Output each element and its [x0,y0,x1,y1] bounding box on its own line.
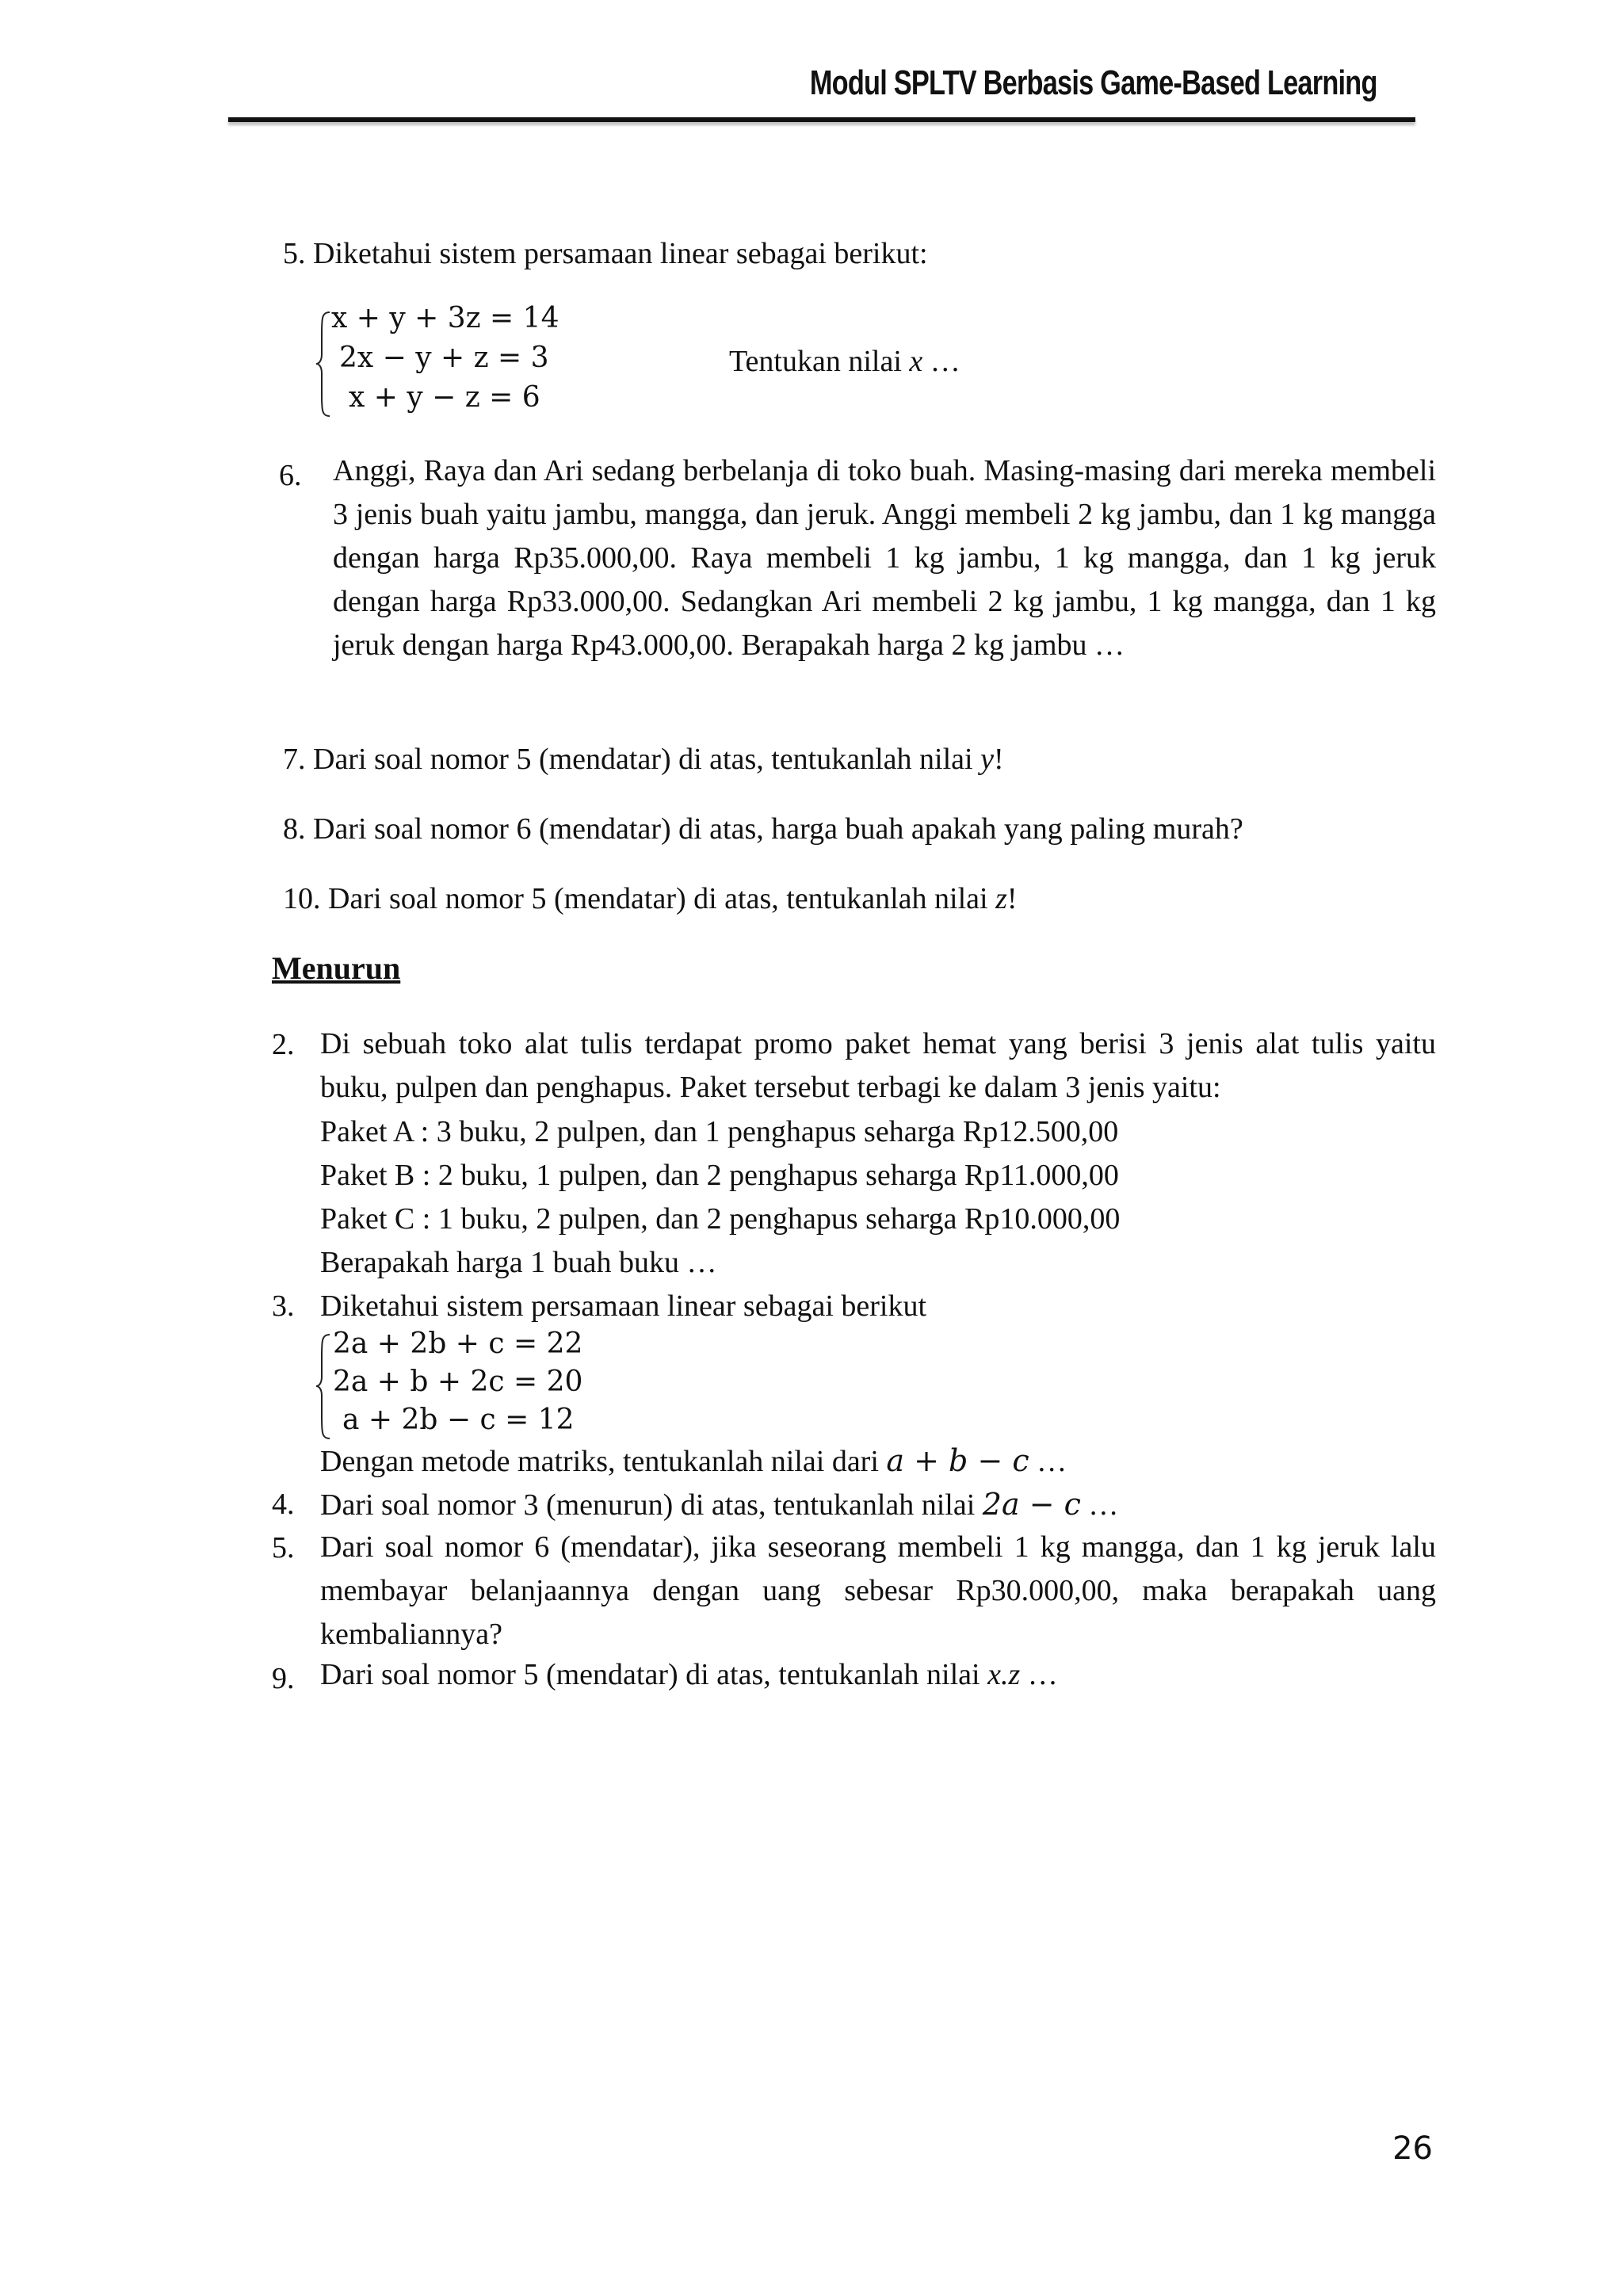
q10-var: z [995,882,1007,915]
menurun-q9-number: 9. [272,1662,295,1695]
q10-text: 10. Dari soal nomor 5 (mendatar) di atas, tentukanlah nilai [283,882,988,915]
menurun-q2-paket-a: Paket A : 3 buku, 2 pulpen, dan 1 penghapus seharga Rp12.500,00 [320,1115,1119,1148]
mendatar-q5-eq3: x + y − z = 6 [349,381,540,414]
mendatar-q6-text: Anggi, Raya dan Ari sedang berbelanja di toko buah. Masing-masing dari mereka membeli 3 jenis buah yaitu jambu, mangga, dan jeruk. Anggi membeli 2 kg jambu, dan 1 kg mangga dengan harga Rp35.000,00. Raya membeli 1 kg jambu, 1 kg mangga, dan 1 kg jeruk dengan harga Rp33.000,00. Sedangkan Ari membeli 2 kg jambu, 1 kg mangga, dan 1 kg jeruk dengan harga Rp43.000,00. Berapakah harga 2 kg jambu … [333,454,1436,662]
menurun-q3-eq3: a + 2b − c = 12 [342,1404,575,1436]
mendatar-q5-instruction [729,339,960,384]
menurun-q2-paket-b: Paket B : 2 buku, 1 pulpen, dan 2 penghapus seharga Rp11.000,00 [320,1159,1119,1192]
menurun-q9-text [320,1652,1058,1697]
instruction-var: x [909,345,923,378]
menurun-q4-number: 4. [272,1488,295,1521]
menurun-q4-text [320,1482,1118,1527]
header-rule [228,117,1415,122]
q7-text: 7. Dari soal nomor 5 (mendatar) di atas, tentukanlah nilai [283,743,973,776]
menurun-q5-number: 5. [272,1531,295,1564]
mendatar-q5-text: 5. Diketahui sistem persamaan linear sebagai berikut: [283,237,928,270]
instruction-suffix: … [922,345,960,378]
q9-suffix: … [1020,1658,1058,1691]
mendatar-q5-eq1: x + y + 3z = 14 [331,302,559,334]
q9-text: Dari soal nomor 5 (mendatar) di atas, tentukanlah nilai [320,1658,980,1691]
q7-suffix: ! [993,743,1004,776]
menurun-q3-eq1: 2a + 2b + c = 22 [333,1328,583,1360]
menurun-q3-text: Diketahui sistem persamaan linear sebagai berikut [320,1289,927,1323]
instruction-prefix: Tentukan nilai [729,345,902,378]
running-header: Modul SPLTV Berbasis Game-Based Learning [810,63,1377,102]
menurun-q2-paket-c: Paket C : 1 buku, 2 pulpen, dan 2 penghapus seharga Rp10.000,00 [320,1202,1121,1236]
mendatar-q6-number: 6. [279,459,302,492]
mendatar-q10 [283,877,1018,921]
left-brace-icon [315,1333,331,1440]
mendatar-q5-eq2: 2x − y + z = 3 [339,342,549,374]
mendatar-q8: 8. Dari soal nomor 6 (mendatar) di atas, harga buah apakah yang paling murah? [283,812,1243,846]
method-suffix: … [1029,1445,1067,1478]
menurun-q3-method [320,1438,1067,1484]
q4-expr: 2a − c [982,1487,1081,1522]
q9-var: x.z [987,1658,1021,1691]
q10-suffix: ! [1006,882,1018,915]
menurun-q3-number: 3. [272,1289,295,1323]
method-prefix: Dengan metode matriks, tentukanlah nilai dari [320,1445,879,1478]
left-brace-icon [315,311,331,418]
menurun-q3-eq2: 2a + b + 2c = 20 [333,1366,583,1398]
menurun-q2-text: Di sebuah toko alat tulis terdapat promo paket hemat yang berisi 3 jenis alat tulis yaitu buku, pulpen dan penghapus. Paket tersebut terbagi ke dalam 3 jenis yaitu: [320,1027,1436,1104]
page-number: 26 [1392,2130,1433,2167]
menurun-q2-number: 2. [272,1028,295,1061]
mendatar-q7 [283,737,1004,781]
q7-var: y [980,743,994,776]
q4-text: Dari soal nomor 3 (menurun) di atas, tentukanlah nilai [320,1488,976,1522]
q4-suffix: … [1080,1488,1119,1522]
method-expr: a + b − c [886,1443,1029,1478]
menurun-q2-question: Berapakah harga 1 buah buku … [320,1246,717,1279]
menurun-q5-text: Dari soal nomor 6 (mendatar), jika seseorang membeli 1 kg mangga, dan 1 kg jeruk lalu membayar belanjaannya dengan uang sebesar Rp30.000,00, maka berapakah uang kembaliannya? [320,1530,1436,1651]
section-heading-menurun: Menurun [272,950,401,986]
